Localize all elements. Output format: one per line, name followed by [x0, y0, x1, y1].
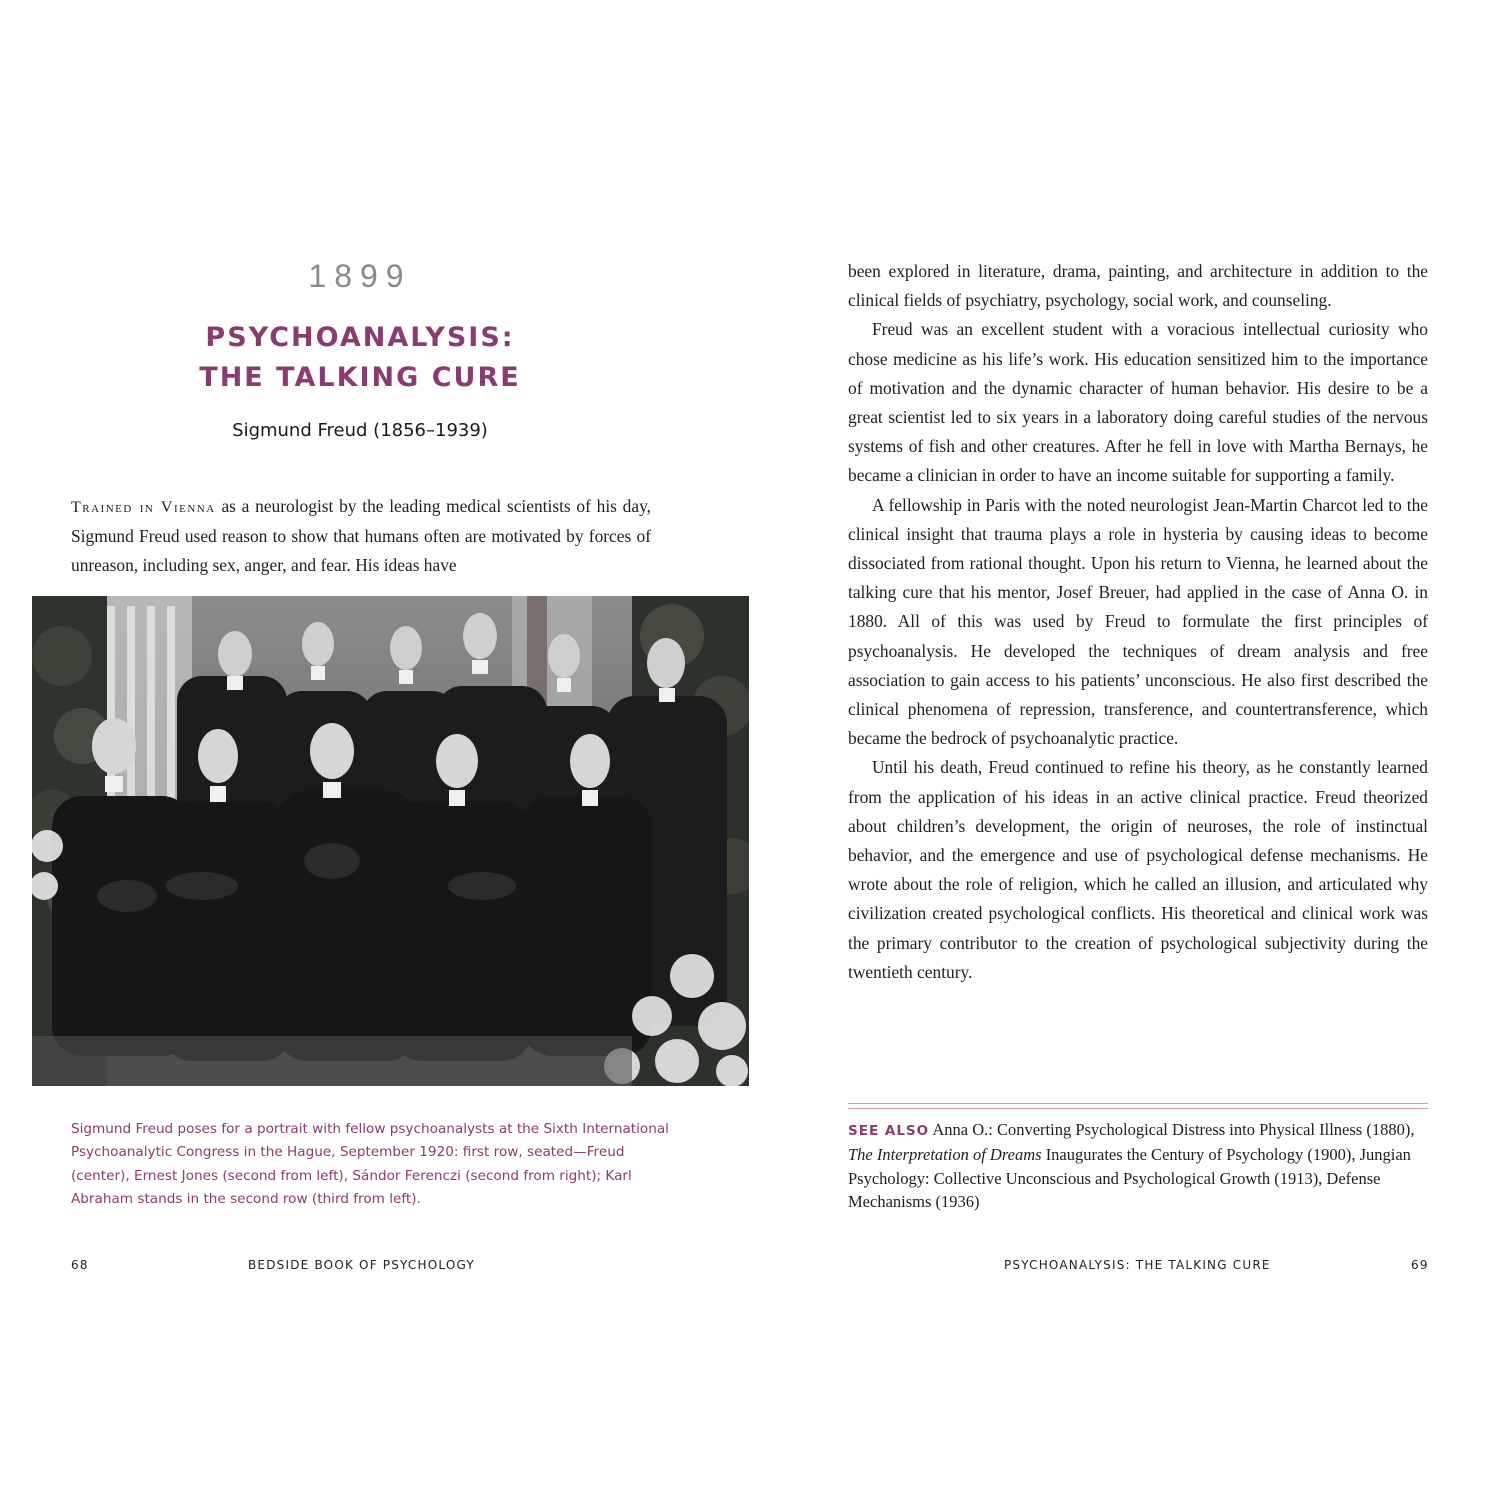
see-also: [848, 1118, 1428, 1213]
paragraph-2: Freud was an excellent student with a voracious intellectual curiosity who chose medicine as his life’s work. His education sensitized him to the importance of motivation and the dynamic character of human behavior. His desire to be a great scientist led to six years in a laboratory doing careful studies of the nervous systems of fish and other creatures. After he fell in love with Martha Bernays, he became a clinician in order to have an income suitable for supporting a family.: [848, 319, 1428, 486]
page-number-right: 69: [1411, 1258, 1429, 1272]
group-photo-illustration: [32, 596, 749, 1086]
right-page: [750, 0, 1500, 1500]
see-also-text-2: Inaugurates the Century of Psychology (1900), Jungian Psychology: Collective Unconscious and Psychological Growth (1913), Defense Mechanisms (1936): [848, 1145, 1411, 1211]
running-head-right: PSYCHOANALYSIS: THE TALKING CURE: [1004, 1258, 1271, 1272]
paragraph-1: been explored in literature, drama, painting, and architecture in addition to the clinical fields of psychiatry, psychology, social work, and counseling.: [848, 261, 1428, 311]
see-also-italic-title: The Interpretation of Dreams: [848, 1145, 1042, 1165]
intro-paragraph: [71, 492, 651, 581]
intro-lead: Trained in Vienna: [71, 499, 216, 516]
see-also-rule-top: [848, 1103, 1428, 1104]
running-head-left: BEDSIDE BOOK OF PSYCHOLOGY: [248, 1258, 475, 1272]
entry-title: [0, 318, 720, 398]
entry-title-line1: PSYCHOANALYSIS:: [205, 322, 515, 353]
see-also-text-1: Anna O.: Converting Psychological Distress into Physical Illness (1880),: [929, 1120, 1415, 1139]
entry-title-line2: THE TALKING CURE: [199, 362, 521, 393]
main-text: [848, 257, 1428, 987]
photo-caption: Sigmund Freud poses for a portrait with fellow psychoanalysts at the Sixth International Psychoanalytic Congress in the Hague, September 1920: first row, seated—Freud (center), Ernest Jones (second from left), Sándor Ferenczi (second from right); Karl Abraham stands in the second row (third from left).: [71, 1121, 669, 1207]
intro-text: as a neurologist by the leading medical scientists of his day, Sigmund Freud used reason to show that humans often are motivated by forces of unreason, including sex, anger, and fear. His ideas have: [71, 496, 652, 576]
entry-year: 1899: [308, 258, 412, 294]
paragraph-3: A fellowship in Paris with the noted neurologist Jean-Martin Charcot led to the clinical insight that trauma plays a role in hysteria by causing ideas to become dissociated from rational thought. Upon his return to Vienna, he learned about the talking cure that his mentor, Josef Breuer, had applied in the case of Anna O. in 1880. All of this was used by Freud to formulate the first principles of psychoanalysis. He developed the techniques of dream analysis and free association to gain access to his patients’ unconscious. He also first described the clinical phenomena of repression, transference, and countertransference, which became the bedrock of psychoanalytic practice.: [848, 494, 1428, 749]
paragraph-4: Until his death, Freud continued to refine his theory, as he constantly learned from the application of his ideas in an active clinical practice. Freud theorized about children’s development, the origin of neuroses, the role of instinctual behavior, and the emergence and use of psychological defense mechanisms. He wrote about the role of religion, which he called an illusion, and articulated why civilization created psychological conflicts. His theoretical and clinical work was the primary contributor to the creation of psychological subjectivity during the twentieth century.: [848, 757, 1428, 982]
see-also-rule-bottom: [848, 1108, 1428, 1109]
see-also-label: SEE ALSO: [848, 1123, 930, 1139]
group-photo: [32, 596, 749, 1086]
entry-author: Sigmund Freud (1856–1939): [232, 420, 488, 441]
page-number-left: 68: [71, 1258, 89, 1272]
